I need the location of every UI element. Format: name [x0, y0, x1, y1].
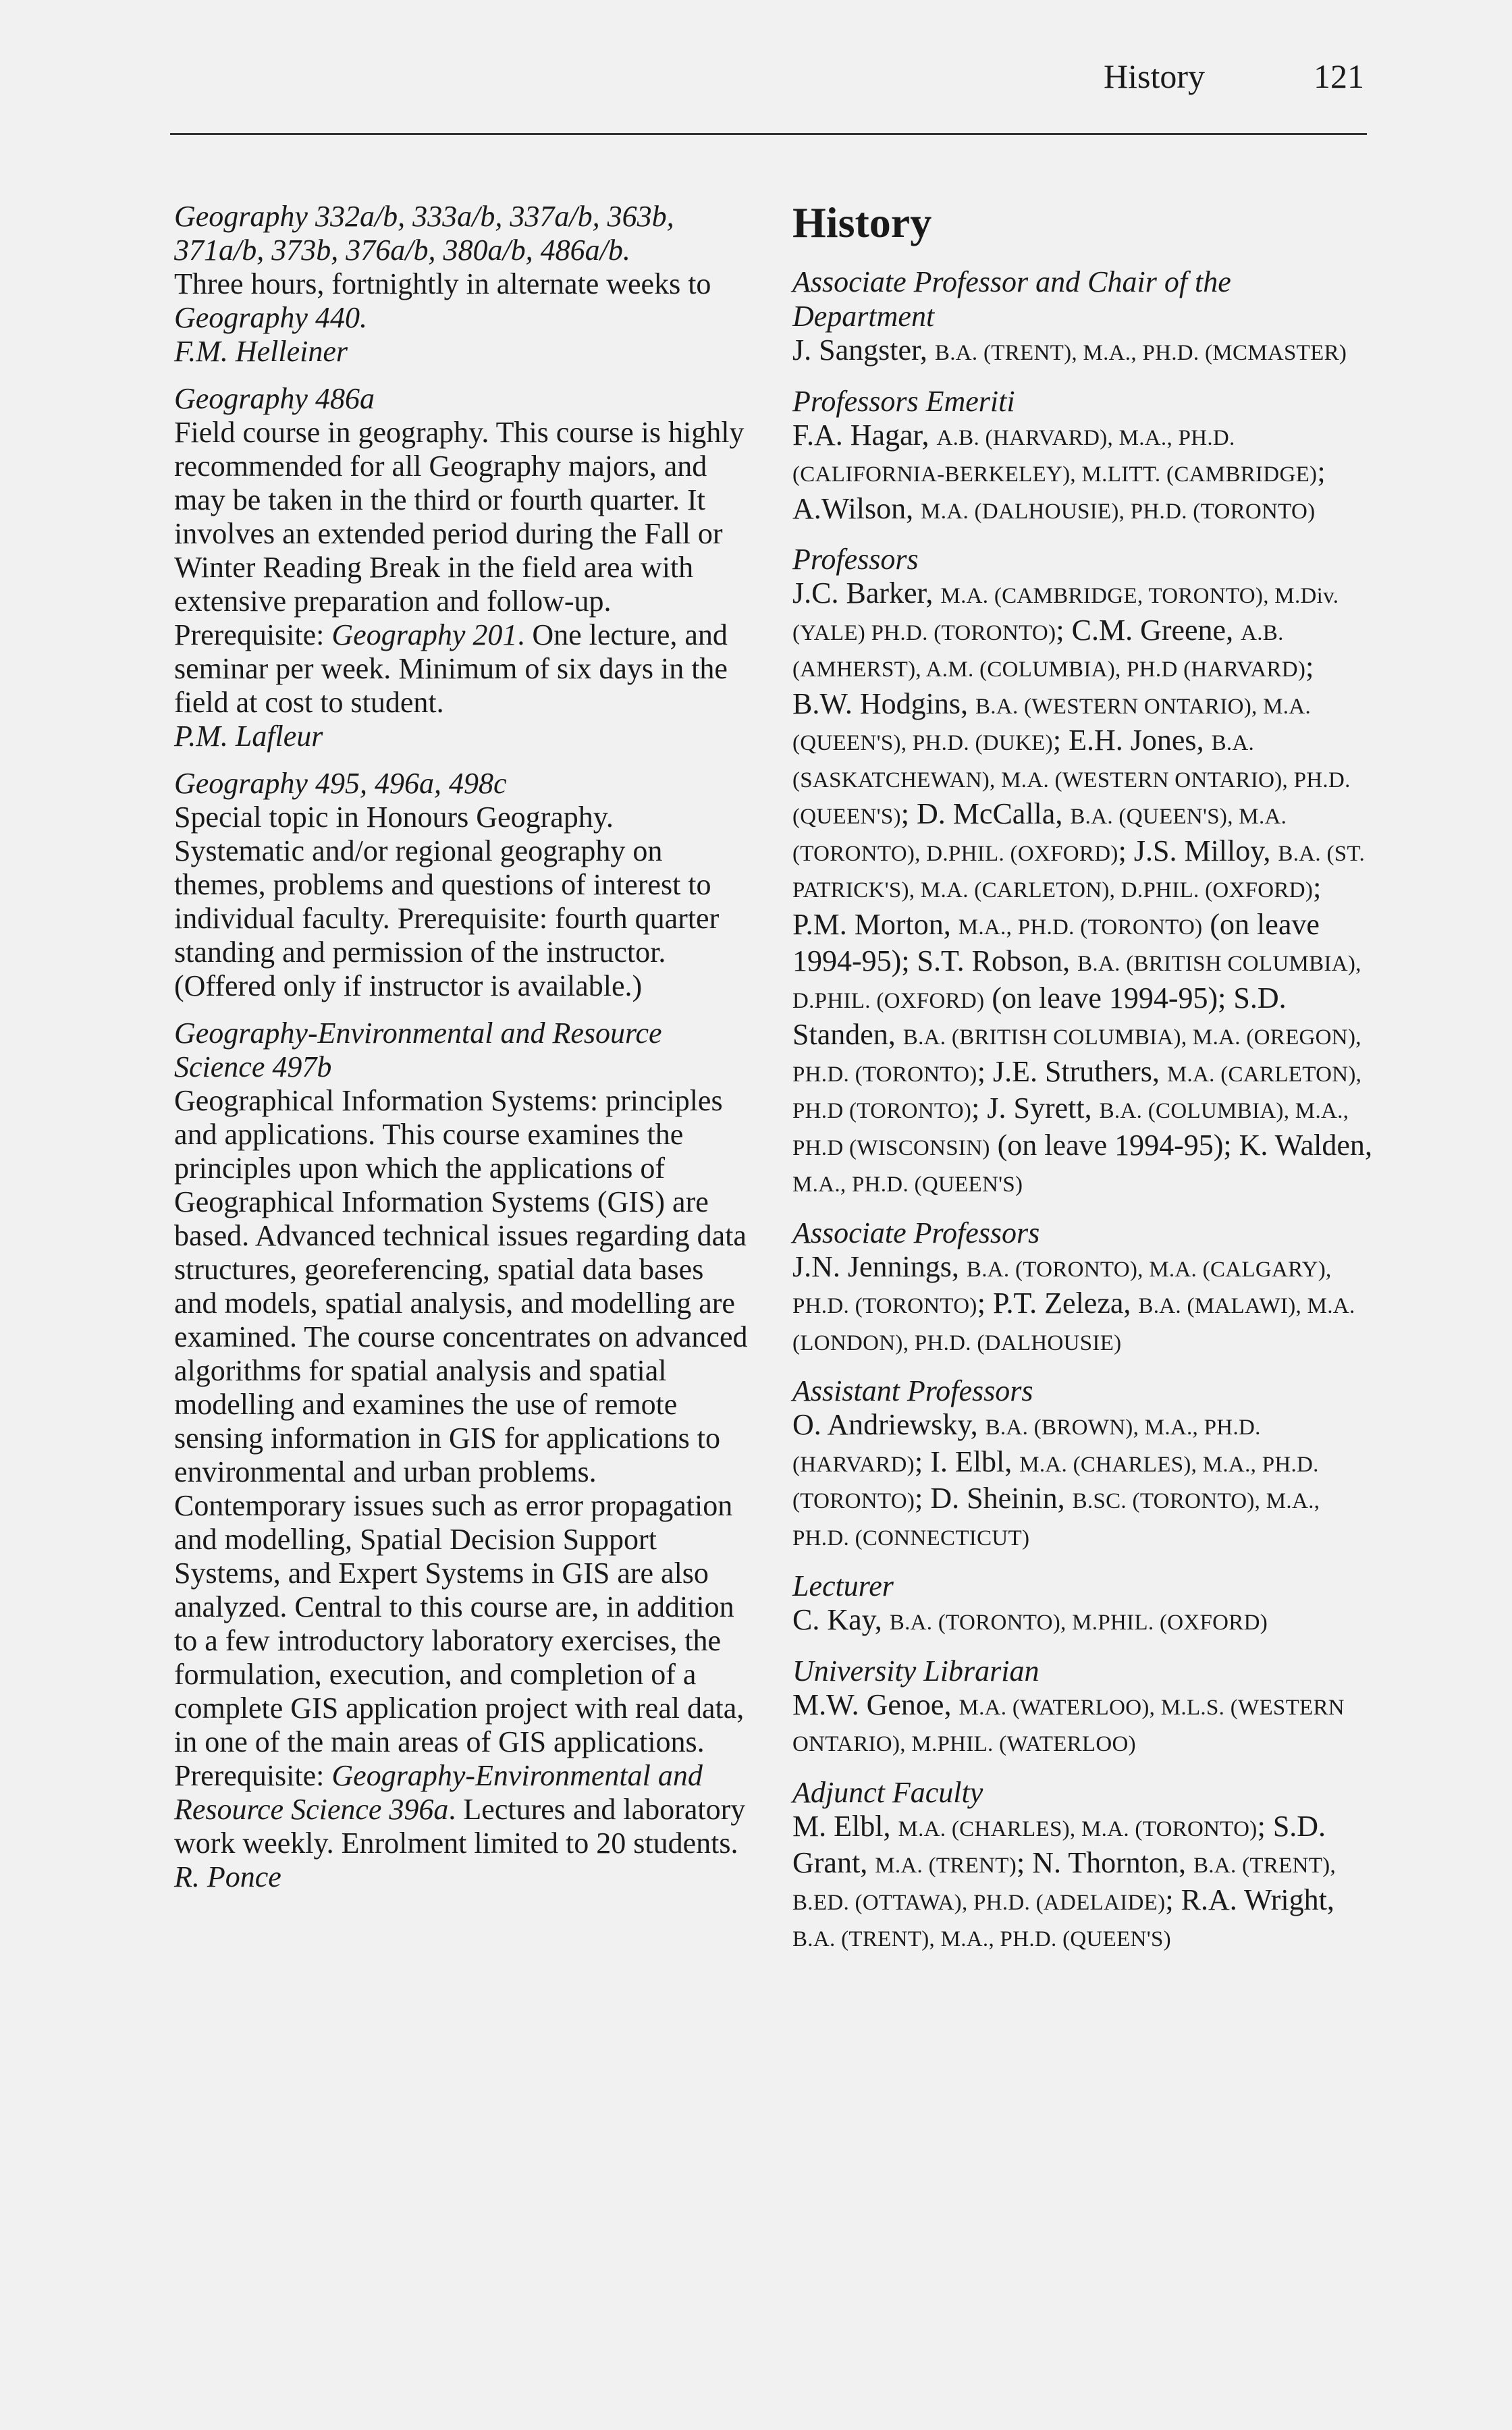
faculty-member: J.C. Barker, M.A. (CAMBRIDGE, TORONTO), M.Div. (YALE) PH.D. (TORONTO); [792, 576, 1339, 647]
description-text: Field course in geography. This course is highly recommended for all Geography majors, and may be taken in the third or fourth quarter. It involves an extended period during the Fall or Winter Reading Break in the field area with extensive preparation and follow-up. Prerequisite: [174, 416, 745, 651]
faculty-name: N. Thornton [1032, 1846, 1179, 1879]
faculty-name: F.A. Hagar [792, 418, 922, 452]
course-entry [174, 200, 748, 369]
page-number: 121 [1314, 57, 1364, 95]
faculty-credentials: B.A. (WESTERN ONTARIO), M.A. (QUEEN'S), PH.D. (DUKE) [792, 694, 1312, 755]
faculty-credentials: B.A. (QUEEN'S), M.A. (TORONTO), D.PHIL. (OXFORD) [792, 805, 1287, 866]
faculty-member: M. Elbl, M.A. (CHARLES), M.A. (TORONTO); [792, 1809, 1273, 1843]
course-description [174, 801, 748, 1003]
faculty-member: J. Syrett, B.A. (COLUMBIA), M.A., PH.D (WISCONSIN) (on leave 1994-95); [792, 1091, 1349, 1162]
faculty-rank-heading: Adjunct Faculty [792, 1775, 983, 1809]
faculty-credentials: B.A. (ST. PATRICK'S), M.A. (CARLETON), D.PHIL. (OXFORD) [792, 841, 1365, 902]
faculty-members [792, 1408, 1373, 1555]
faculty-leave-note: (on leave 1994-95) [792, 907, 1320, 977]
faculty-name: J.E. Struthers [992, 1054, 1152, 1088]
faculty-name: S.D. Grant [792, 1809, 1326, 1879]
faculty-name: J. Syrett [987, 1091, 1085, 1125]
faculty-credentials: M.A. (WATERLOO), M.L.S. (WESTERN ONTARIO), M.PHIL. (WATERLOO) [792, 1695, 1345, 1756]
faculty-name: D. McCalla [917, 797, 1056, 830]
faculty-member: J.E. Struthers, M.A. (CARLETON), PH.D (TORONTO); [792, 1054, 1362, 1125]
faculty-members [792, 1810, 1373, 1957]
faculty-member: N. Thornton, B.A. (TRENT), B.ED. (OTTAWA), PH.D. (ADELAIDE); [792, 1846, 1336, 1916]
course-reference: Geography 440. [174, 301, 367, 334]
course-description [174, 267, 748, 335]
faculty-name: O. Andriewsky [792, 1408, 971, 1441]
faculty-credentials: B.A. (BRITISH COLUMBIA), D.PHIL. (OXFORD) [792, 952, 1361, 1013]
faculty-member: S.T. Robson, B.A. (BRITISH COLUMBIA), D.PHIL. (OXFORD) (on leave 1994-95); [792, 944, 1361, 1015]
faculty-name: P.M. Morton [792, 907, 944, 941]
faculty-members [792, 1603, 1373, 1640]
faculty-group [792, 1374, 1373, 1555]
faculty-rank-heading: Professors Emeriti [792, 384, 1015, 418]
faculty-name: C. Kay [792, 1603, 875, 1636]
faculty-credentials: M.A. (CARLETON), PH.D (TORONTO) [792, 1062, 1362, 1123]
faculty-members [792, 576, 1373, 1202]
faculty-credentials: B.A. (BROWN), M.A., PH.D. (HARVARD) [792, 1415, 1261, 1477]
faculty-credentials: B.A. (TORONTO), M.PHIL. (OXFORD) [889, 1611, 1268, 1635]
faculty-members [792, 333, 1373, 371]
faculty-credentials: B.A. (SASKATCHEWAN), M.A. (WESTERN ONTARIO), PH.D. (QUEEN'S) [792, 731, 1351, 829]
faculty-member: J.S. Milloy, B.A. (ST. PATRICK'S), M.A. (CARLETON), D.PHIL. (OXFORD); [792, 834, 1365, 904]
faculty-credentials: M.A., PH.D. (TORONTO) [958, 915, 1203, 940]
header-rule [170, 133, 1367, 135]
faculty-leave-note: (on leave 1994-95) [992, 981, 1218, 1015]
course-reference: Geography-Environmental and Resource Science 396a [174, 1759, 703, 1826]
faculty-member: C.M. Greene, A.B. (AMHERST), A.M. (COLUMBIA), PH.D (HARVARD); [792, 613, 1314, 683]
faculty-member: R.A. Wright, B.A. (TRENT), M.A., PH.D. (QUEEN'S) [792, 1883, 1334, 1951]
faculty-rank-heading: Associate Professors [792, 1216, 1040, 1249]
faculty-credentials: B.A. (MALAWI), M.A. (LONDON), PH.D. (DALHOUSIE) [792, 1294, 1355, 1355]
faculty-member: A.Wilson, M.A. (DALHOUSIE), PH.D. (TORONTO) [792, 491, 1316, 525]
faculty-credentials: M.A. (CHARLES), M.A. (TORONTO) [898, 1816, 1258, 1841]
faculty-group [792, 542, 1373, 1202]
running-head-section: History [1104, 57, 1205, 95]
course-title: Geography-Environmental and Resource Science 497b [174, 1017, 662, 1083]
faculty-member: S.D. Grant, M.A. (TRENT); [792, 1809, 1326, 1879]
faculty-name: J. Sangster [792, 333, 920, 367]
faculty-member: E.H. Jones, B.A. (SASKATCHEWAN), M.A. (WESTERN ONTARIO), PH.D. (QUEEN'S); [792, 724, 1351, 830]
course-entry [174, 382, 748, 753]
faculty-name: S.T. Robson [917, 944, 1063, 977]
faculty-group [792, 1654, 1373, 1762]
faculty-member: S.D. Standen, B.A. (BRITISH COLUMBIA), M.A. (OREGON), PH.D. (TORONTO); [792, 981, 1361, 1088]
description-text: Geographical Information Systems: principles and applications. This course examines the principles upon which the applications of Geographical Information Systems (GIS) are based. Advanced technical issues regarding data structures, georeferencing, spatial data bases and models, spatial analysis, and modelling are examined. The course concentrates on advanced algorithms for spatial analysis and spatial modelling and examines the use of remote sensing information in GIS for applications to environmental and urban problems. Contemporary issues such as error propagation and modelling, Spatial Decision Support Systems, and Expert Systems in GIS are also analyzed. Central to this course are, in addition to a few introductory laboratory exercises, the formulation, execution, and completion of a complete GIS application project with real data, in one of the main areas of GIS applications. Prerequisite: [174, 1084, 748, 1792]
faculty-member: O. Andriewsky, B.A. (BROWN), M.A., PH.D. (HARVARD); [792, 1408, 1261, 1478]
description-text: Three hours, fortnightly in alternate weeks to [174, 267, 711, 300]
course-entry [174, 767, 748, 1003]
course-title: Geography 495, 496a, 498c [174, 767, 507, 800]
faculty-name: M. Elbl [792, 1809, 884, 1843]
faculty-name: P.T. Zeleza [992, 1287, 1124, 1320]
faculty-member: K. Walden, M.A., PH.D. (QUEEN'S) [792, 1128, 1372, 1197]
faculty-credentials: B.A. (TRENT), M.A., PH.D. (MCMASTER) [934, 341, 1347, 365]
faculty-group [792, 384, 1373, 529]
faculty-group [792, 1216, 1373, 1361]
description-text: . One lecture, and seminar per week. Minimum of six days in the field at cost to student. [174, 618, 728, 719]
faculty-credentials: B.SC. (TORONTO), M.A., PH.D. (CONNECTICUT) [792, 1489, 1320, 1550]
course-description [174, 416, 748, 720]
faculty-members [792, 418, 1373, 529]
faculty-credentials: M.A. (CHARLES), M.A., PH.D. (TORONTO) [792, 1452, 1319, 1513]
faculty-member: D. Sheinin, B.SC. (TORONTO), M.A., PH.D. (CONNECTICUT) [792, 1482, 1320, 1550]
faculty-member: B.W. Hodgins, B.A. (WESTERN ONTARIO), M.A. (QUEEN'S), PH.D. (DUKE); [792, 686, 1312, 757]
course-listings-column [174, 200, 748, 1908]
faculty-group [792, 1569, 1373, 1640]
course-description [174, 1084, 748, 1860]
faculty-credentials: M.A. (CAMBRIDGE, TORONTO), M.Div. (YALE) PH.D. (TORONTO) [792, 584, 1339, 645]
faculty-credentials: B.A. (BRITISH COLUMBIA), M.A. (OREGON), PH.D. (TORONTO) [792, 1025, 1361, 1087]
faculty-rank-heading: Lecturer [792, 1569, 894, 1602]
faculty-credentials: B.A. (TRENT), M.A., PH.D. (QUEEN'S) [792, 1927, 1171, 1951]
faculty-credentials: B.A. (COLUMBIA), M.A., PH.D (WISCONSIN) [792, 1099, 1349, 1160]
course-title: Geography 332a/b, 333a/b, 337a/b, 363b, 371a/b, 373b, 376a/b, 380a/b, 486a/b. [174, 200, 674, 267]
faculty-member: I. Elbl, M.A. (CHARLES), M.A., PH.D. (TORONTO); [792, 1444, 1319, 1515]
faculty-groups [792, 265, 1373, 1957]
faculty-name: I. Elbl [930, 1444, 1005, 1478]
faculty-rank-heading: Associate Professor and Chair of the Department [792, 265, 1231, 333]
faculty-name: M.W. Genoe [792, 1688, 944, 1721]
faculty-member: C. Kay, B.A. (TORONTO), M.PHIL. (OXFORD) [792, 1603, 1268, 1636]
faculty-member: P.T. Zeleza, B.A. (MALAWI), M.A. (LONDON), PH.D. (DALHOUSIE) [792, 1287, 1355, 1355]
faculty-name: J.C. Barker [792, 576, 926, 610]
faculty-rank-heading: Assistant Professors [792, 1374, 1033, 1407]
faculty-group [792, 1775, 1373, 1957]
faculty-credentials: M.A. (DALHOUSIE), PH.D. (TORONTO) [921, 499, 1316, 524]
faculty-name: D. Sheinin [930, 1482, 1058, 1515]
faculty-member: F.A. Hagar, A.B. (HARVARD), M.A., PH.D. (CALIFORNIA-BERKELEY), M.LITT. (CAMBRIDGE); [792, 418, 1326, 488]
faculty-name: R.A. Wright [1181, 1883, 1327, 1916]
faculty-credentials: B.A. (TORONTO), M.A. (CALGARY), PH.D. (TORONTO) [792, 1257, 1332, 1318]
faculty-name: B.W. Hodgins [792, 686, 961, 720]
department-title: History [792, 198, 932, 246]
faculty-name: K. Walden [1239, 1128, 1365, 1162]
course-instructor: P.M. Lafleur [174, 720, 323, 753]
faculty-credentials: M.A., PH.D. (QUEEN'S) [792, 1172, 1023, 1197]
faculty-members [792, 1688, 1373, 1762]
faculty-leave-note: (on leave 1994-95) [997, 1128, 1224, 1162]
faculty-credentials: A.B. (HARVARD), M.A., PH.D. (CALIFORNIA-BERKELEY), M.LITT. (CAMBRIDGE) [792, 425, 1318, 487]
course-entry [174, 1017, 748, 1894]
faculty-name: C.M. Greene [1071, 613, 1226, 647]
faculty-credentials: M.A. (TRENT) [875, 1854, 1017, 1878]
faculty-member: D. McCalla, B.A. (QUEEN'S), M.A. (TORONTO), D.PHIL. (OXFORD); [792, 797, 1287, 867]
faculty-name: A.Wilson [792, 491, 907, 525]
faculty-rank-heading: Professors [792, 543, 919, 576]
faculty-name: E.H. Jones [1069, 724, 1197, 757]
course-instructor: F.M. Helleiner [174, 335, 348, 368]
course-title: Geography 486a [174, 382, 375, 415]
faculty-rank-heading: University Librarian [792, 1654, 1040, 1688]
faculty-member: M.W. Genoe, M.A. (WATERLOO), M.L.S. (WESTERN ONTARIO), M.PHIL. (WATERLOO) [792, 1688, 1345, 1756]
faculty-member: J. Sangster, B.A. (TRENT), M.A., PH.D. (MCMASTER) [792, 333, 1347, 367]
faculty-name: J.S. Milloy [1133, 834, 1264, 867]
description-text: . Lectures and laboratory work weekly. Enrolment limited to 20 students. [174, 1793, 746, 1860]
running-head [0, 53, 1367, 100]
faculty-credentials: A.B. (AMHERST), A.M. (COLUMBIA), PH.D (HARVARD) [792, 620, 1306, 682]
description-text: Special topic in Honours Geography. Systematic and/or regional geography on themes, problems and questions of interest to individual faculty. Prerequisite: fourth quarter standing and permission of the instructor. (Offered only if instructor is available.) [174, 801, 720, 1002]
faculty-credentials: B.A. (TRENT), B.ED. (OTTAWA), PH.D. (ADELAIDE) [792, 1854, 1336, 1915]
faculty-member: J.N. Jennings, B.A. (TORONTO), M.A. (CALGARY), PH.D. (TORONTO); [792, 1249, 1332, 1320]
faculty-name: J.N. Jennings [792, 1249, 952, 1283]
course-reference: Geography 201 [331, 618, 518, 651]
faculty-group [792, 265, 1373, 371]
faculty-name: S.D. Standen [792, 981, 1287, 1051]
course-instructor: R. Ponce [174, 1860, 281, 1893]
faculty-members [792, 1250, 1373, 1361]
faculty-listing-column [792, 196, 1373, 1970]
faculty-member: P.M. Morton, M.A., PH.D. (TORONTO) (on leave 1994-95); [792, 907, 1320, 977]
